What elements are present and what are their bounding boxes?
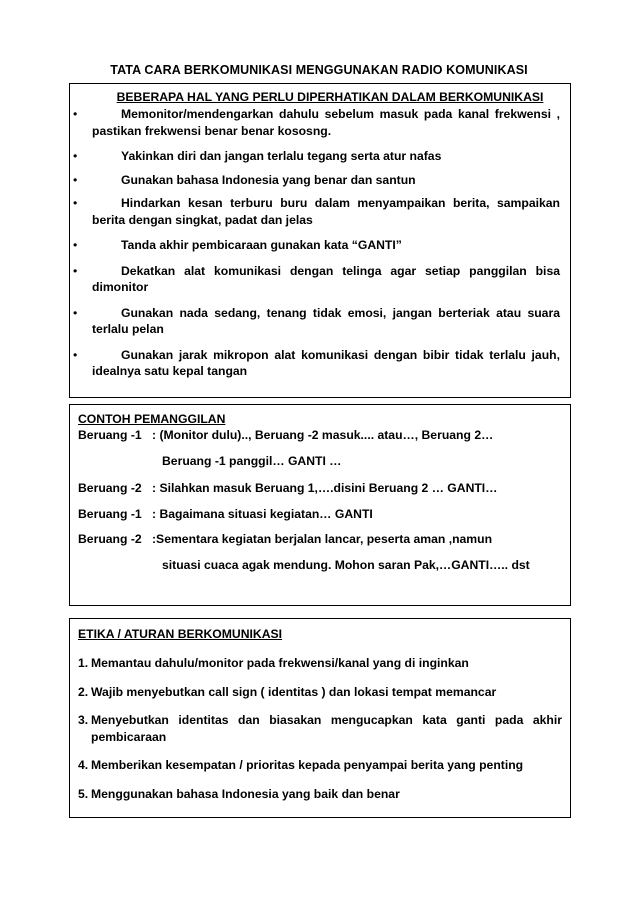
list-item bbox=[78, 757, 562, 773]
bullet-icon: • bbox=[73, 347, 78, 362]
list-item-text: Gunakan jarak mikropon alat komunikasi dengan bibir tidak terlalu jauh, idealnya satu kepal tangan bbox=[92, 347, 560, 379]
speaker-label: Beruang -1 bbox=[78, 506, 142, 521]
dialog-text: :Sementara kegiatan berjalan lancar, peserta aman ,namun bbox=[152, 532, 493, 547]
etiquette-box bbox=[69, 618, 571, 818]
list-number: 1. bbox=[78, 656, 89, 671]
list-number: 5. bbox=[78, 786, 89, 801]
dialog-continuation: Beruang -1 panggil… GANTI … bbox=[162, 453, 342, 468]
list-item bbox=[73, 106, 560, 139]
bullet-icon: • bbox=[73, 263, 78, 278]
etiquette-heading: ETIKA / ATURAN BERKOMUNIKASI bbox=[78, 627, 283, 641]
document-title: TATA CARA BERKOMUNIKASI MENGGUNAKAN RADIO KOMUNIKASI bbox=[110, 63, 528, 77]
list-item-text: Tanda akhir pembicaraan gunakan kata “GANTI” bbox=[121, 238, 402, 253]
list-number: 2. bbox=[78, 684, 89, 699]
list-item-text: Hindarkan kesan terburu buru dalam menyampaikan berita, sampaikan berita dengan singkat, padat dan jelas bbox=[92, 196, 560, 227]
list-item-text: Memantau dahulu/monitor pada frekwensi/kanal yang di inginkan bbox=[91, 656, 469, 671]
list-number: 3. bbox=[78, 713, 89, 728]
dialog-text: : (Monitor dulu).., Beruang -2 masuk.... atau…, Beruang 2… bbox=[152, 428, 494, 443]
list-number: 4. bbox=[78, 758, 89, 773]
dialog-line bbox=[78, 531, 562, 547]
dialog-text: : Bagaimana situasi kegiatan… GANTI bbox=[152, 506, 373, 521]
list-item-text: Yakinkan diri dan jangan terlalu tegang serta atur nafas bbox=[121, 149, 442, 164]
list-item bbox=[78, 655, 562, 671]
list-item-text: Gunakan nada sedang, tenang tidak emosi, jangan berteriak atau suara terlalu pelan bbox=[92, 305, 560, 337]
list-item bbox=[73, 237, 560, 253]
dialog-line bbox=[78, 506, 562, 522]
list-item bbox=[78, 712, 562, 745]
speaker-label: Beruang -2 bbox=[78, 532, 142, 547]
dialog-line bbox=[78, 427, 562, 443]
call-example-heading: CONTOH PEMANGGILAN bbox=[78, 412, 226, 426]
dialog-line bbox=[78, 480, 562, 496]
dialog-text: : Silahkan masuk Beruang 1,….disini Beruang 2 … GANTI… bbox=[152, 481, 498, 496]
bullet-icon: • bbox=[73, 305, 78, 320]
bullet-icon: • bbox=[73, 107, 78, 122]
bullet-icon: • bbox=[73, 238, 78, 253]
bullet-icon: • bbox=[73, 196, 78, 211]
dialog-continuation: situasi cuaca agak mendung. Mohon saran Pak,…GANTI….. dst bbox=[162, 557, 530, 572]
bullet-icon: • bbox=[73, 172, 78, 187]
list-item-text: Memberikan kesempatan / prioritas kepada penyampai berita yang penting bbox=[91, 758, 524, 773]
guidelines-heading: BEBERAPA HAL YANG PERLU DIPERHATIKAN DALAM BERKOMUNIKASI bbox=[116, 90, 544, 104]
list-item bbox=[78, 684, 562, 700]
list-item-text: Gunakan bahasa Indonesia yang benar dan santun bbox=[121, 172, 416, 187]
bullet-icon: • bbox=[73, 149, 78, 164]
list-item-text: Dekatkan alat komunikasi dengan telinga agar setiap panggilan bisa dimonitor bbox=[92, 263, 560, 295]
speaker-label: Beruang -2 bbox=[78, 481, 142, 496]
call-example-box bbox=[69, 404, 571, 606]
list-item bbox=[78, 786, 562, 802]
list-item bbox=[73, 305, 560, 338]
list-item bbox=[73, 263, 560, 296]
list-item bbox=[73, 195, 560, 228]
list-item bbox=[73, 347, 560, 380]
guidelines-box bbox=[69, 83, 571, 398]
list-item-text: Wajib menyebutkan call sign ( identitas ) dan lokasi tempat memancar bbox=[91, 684, 497, 699]
list-item bbox=[73, 148, 560, 164]
speaker-label: Beruang -1 bbox=[78, 428, 142, 443]
list-item-text: Menggunakan bahasa Indonesia yang baik dan benar bbox=[91, 786, 400, 801]
list-item-text: Menyebutkan identitas dan biasakan mengucapkan kata ganti pada akhir pembicaraan bbox=[91, 713, 562, 744]
list-item-text: Memonitor/mendengarkan dahulu sebelum masuk pada kanal frekwensi , pastikan frekwensi benar benar kososng. bbox=[92, 107, 560, 138]
list-item bbox=[73, 172, 560, 188]
